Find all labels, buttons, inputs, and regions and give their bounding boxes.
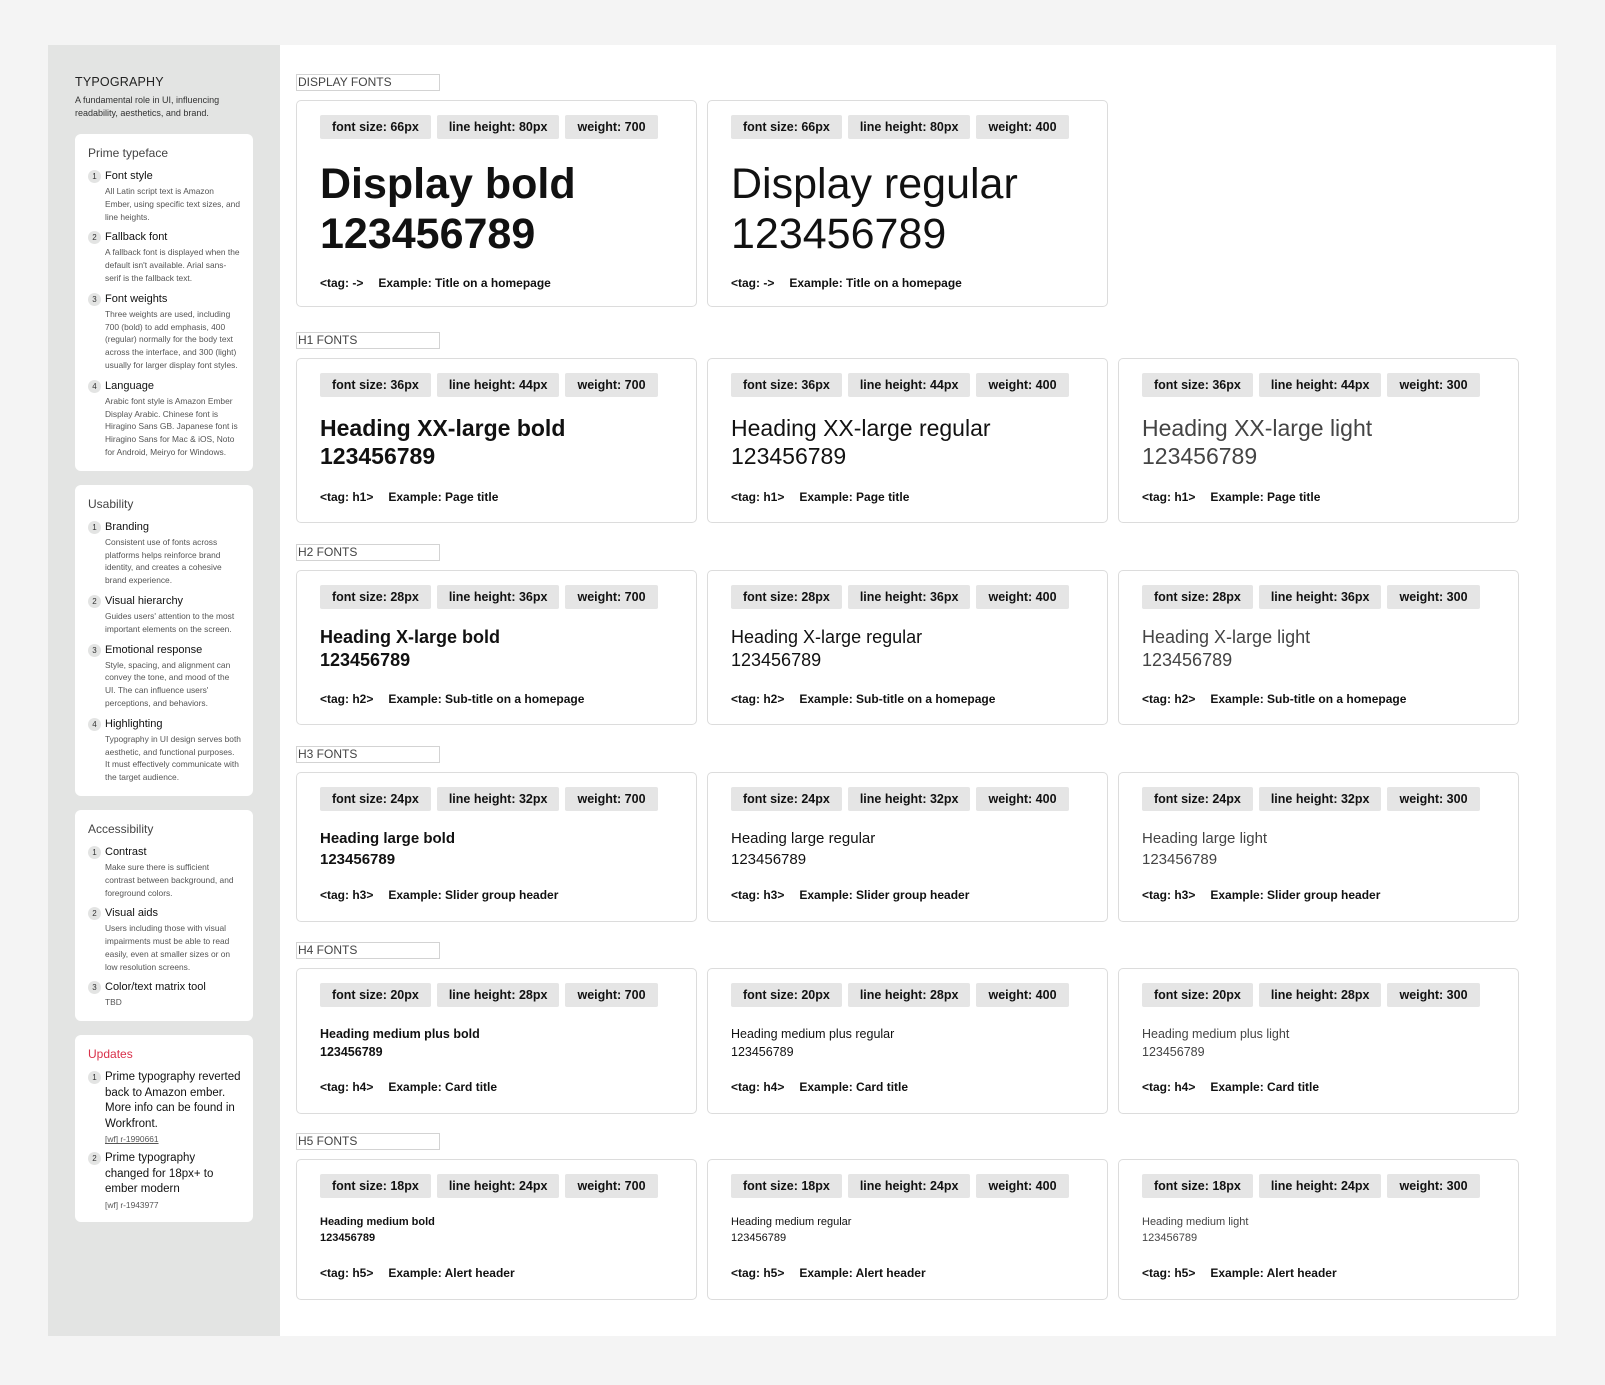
- line-height-pill: line height: 32px: [848, 787, 971, 811]
- example-label: Example: Sub-title on a homepage: [799, 692, 996, 706]
- tag-label: <tag: h3>: [320, 888, 374, 902]
- font-card-h3-regular: [707, 772, 1108, 922]
- update-text: Prime typography changed for 18px+ to ember modern: [105, 1152, 214, 1196]
- font-size-pill: font size: 28px: [1142, 585, 1253, 609]
- font-card-h4-light: [1118, 968, 1519, 1114]
- sample-name: Display regular: [731, 160, 1018, 208]
- font-card-h2-light: [1118, 570, 1519, 725]
- sample-name: Heading medium plus light: [1142, 1027, 1290, 1041]
- line-height-pill: line height: 32px: [1259, 787, 1382, 811]
- sample-digits: 123456789: [1142, 1045, 1205, 1059]
- font-size-pill: font size: 66px: [320, 115, 431, 139]
- number-badge: 4: [88, 380, 101, 393]
- sample-digits: 123456789: [731, 1045, 794, 1059]
- sample-name: Heading large light: [1142, 830, 1268, 847]
- example-label: Example: Sub-title on a homepage: [1210, 692, 1407, 706]
- number-badge: 3: [88, 644, 101, 657]
- weight-pill: weight: 700: [565, 983, 657, 1007]
- typography-page: [48, 45, 1556, 1336]
- sidebar: [48, 45, 280, 1336]
- item-description: Guides users' attention to the most important elements on the screen.: [105, 610, 235, 634]
- sample-digits: 123456789: [731, 443, 847, 469]
- number-badge: 2: [88, 231, 101, 244]
- list-item: [88, 717, 241, 784]
- number-badge: 1: [88, 521, 101, 534]
- example-label: Example: Slider group header: [388, 888, 559, 902]
- font-card-h1-light: [1118, 358, 1519, 523]
- item-description: Consistent use of fonts across platforms helps reinforce brand identity, and creates a cohesive brand experience.: [105, 536, 222, 586]
- tag-label: <tag: h1>: [320, 490, 374, 504]
- font-size-pill: font size: 18px: [1142, 1174, 1253, 1198]
- example-label: Example: Sub-title on a homepage: [388, 692, 585, 706]
- sample-name: Display bold: [320, 160, 576, 208]
- line-height-pill: line height: 80px: [848, 115, 971, 139]
- item-title: Visual aids: [105, 907, 158, 920]
- sample-name: Heading medium bold: [320, 1216, 435, 1228]
- line-height-pill: line height: 44px: [848, 373, 971, 397]
- font-size-pill: font size: 36px: [320, 373, 431, 397]
- tag-label: <tag: h1>: [731, 490, 785, 504]
- list-item: [88, 906, 241, 973]
- example-label: Example: Slider group header: [1210, 888, 1381, 902]
- sample-name: Heading medium plus regular: [731, 1027, 895, 1041]
- weight-pill: weight: 400: [976, 983, 1068, 1007]
- tag-label: <tag: h4>: [1142, 1080, 1196, 1094]
- tag-label: <tag: ->: [320, 276, 364, 290]
- panel-title: Prime typeface: [88, 146, 169, 160]
- item-title: Color/text matrix tool: [105, 981, 206, 994]
- tag-label: <tag: h5>: [1142, 1266, 1196, 1280]
- font-card-h5-light: [1118, 1159, 1519, 1300]
- tag-label: <tag: h1>: [1142, 490, 1196, 504]
- font-size-pill: font size: 28px: [320, 585, 431, 609]
- weight-pill: weight: 700: [565, 1174, 657, 1198]
- weight-pill: weight: 300: [1387, 585, 1479, 609]
- sample-name: Heading large regular: [731, 830, 876, 847]
- item-description: Make sure there is sufficient contrast between background, and foreground colors.: [105, 861, 234, 898]
- item-title: Font weights: [105, 292, 168, 305]
- line-height-pill: line height: 28px: [1259, 983, 1382, 1007]
- panel-title: Updates: [88, 1047, 133, 1062]
- sample-name: Heading medium light: [1142, 1216, 1249, 1228]
- sample-digits: 123456789: [320, 210, 536, 258]
- list-item: [88, 1151, 241, 1210]
- item-description: Style, spacing, and alignment can convey the tone, and mood of the UI. The can influence users' perceptions, and behaviors.: [105, 659, 231, 708]
- item-description: Users including those with visual impairments must be able to read easily, even at smaller sizes or on low resolution screens.: [105, 923, 231, 972]
- tag-label: <tag: h5>: [320, 1266, 374, 1280]
- weight-pill: weight: 700: [565, 787, 657, 811]
- item-description: Three weights are used, including 700 (bold) to add emphasis, 400 (regular) normally for the body text across the interface, and 300 (light) usually for larger display font styles.: [105, 308, 238, 370]
- number-badge: 3: [88, 981, 101, 994]
- font-card-h5-regular: [707, 1159, 1108, 1300]
- weight-pill: weight: 300: [1387, 983, 1479, 1007]
- sample-digits: 123456789: [1142, 1231, 1198, 1244]
- sample-digits: 123456789: [1142, 443, 1258, 469]
- tag-label: <tag: ->: [731, 276, 775, 290]
- list-item: [88, 845, 241, 899]
- tag-label: <tag: h2>: [731, 692, 785, 706]
- font-size-pill: font size: 18px: [320, 1174, 431, 1198]
- sample-digits: 123456789: [320, 1045, 383, 1059]
- panel-updates: [75, 1035, 253, 1222]
- list-item: [88, 594, 241, 636]
- panel-title: Accessibility: [88, 821, 154, 836]
- weight-pill: weight: 400: [976, 1174, 1068, 1198]
- tag-label: <tag: h4>: [731, 1080, 785, 1094]
- panel-usability: [75, 485, 253, 796]
- font-card-h5-bold: [296, 1159, 697, 1300]
- font-size-pill: font size: 24px: [320, 787, 431, 811]
- weight-pill: weight: 400: [976, 373, 1068, 397]
- sample-name: Heading medium plus bold: [320, 1027, 480, 1041]
- font-size-pill: font size: 36px: [1142, 373, 1253, 397]
- section-label-h1: H1 FONTS: [296, 332, 440, 349]
- font-size-pill: font size: 36px: [731, 373, 842, 397]
- line-height-pill: line height: 36px: [437, 585, 560, 609]
- list-item: [88, 292, 241, 372]
- font-card-h3-bold: [296, 772, 697, 922]
- sample-name: Heading X-large bold: [320, 627, 501, 647]
- font-size-pill: font size: 66px: [731, 115, 842, 139]
- sample-name: Heading X-large light: [1142, 627, 1311, 647]
- weight-pill: weight: 700: [565, 585, 657, 609]
- item-description: Typography in UI design serves both aesthetic, and functional purposes. It must effectively communicate with the target audience.: [105, 733, 241, 783]
- item-title: Language: [105, 379, 154, 392]
- list-item: [88, 520, 241, 587]
- sample-digits: 123456789: [731, 650, 822, 670]
- font-size-pill: font size: 20px: [731, 983, 842, 1007]
- item-title: Branding: [105, 520, 150, 533]
- line-height-pill: line height: 28px: [848, 983, 971, 1007]
- example-label: Example: Title on a homepage: [789, 276, 962, 290]
- item-description: Arabic font style is Amazon Ember Display Arabic. Chinese font is Hiragino Sans GB. Japanese font is Hiragino Sans for Mac & iOS, Noto for Android, Meiryo for Windows.: [105, 395, 238, 457]
- item-title: Highlighting: [105, 717, 163, 730]
- item-description: All Latin script text is Amazon Ember, using specific text sizes, and line heights.: [105, 186, 240, 222]
- list-item: [88, 230, 241, 284]
- weight-pill: weight: 400: [976, 787, 1068, 811]
- line-height-pill: line height: 36px: [848, 585, 971, 609]
- workfront-reference: [wf] r-1943977: [105, 1199, 159, 1210]
- font-card-h3-light: [1118, 772, 1519, 922]
- line-height-pill: line height: 44px: [437, 373, 560, 397]
- number-badge: 2: [88, 1152, 101, 1165]
- weight-pill: weight: 300: [1387, 1174, 1479, 1198]
- tag-label: <tag: h5>: [731, 1266, 785, 1280]
- tag-label: <tag: h2>: [1142, 692, 1196, 706]
- example-label: Example: Alert header: [799, 1266, 926, 1280]
- tag-label: <tag: h3>: [731, 888, 785, 902]
- weight-pill: weight: 700: [565, 373, 657, 397]
- line-height-pill: line height: 24px: [848, 1174, 971, 1198]
- panel-prime-typeface: [75, 134, 253, 471]
- number-badge: 4: [88, 718, 101, 731]
- weight-pill: weight: 400: [976, 115, 1068, 139]
- list-item: [88, 980, 241, 1009]
- example-label: Example: Card title: [388, 1080, 498, 1094]
- sample-digits: 123456789: [731, 210, 947, 258]
- line-height-pill: line height: 24px: [437, 1174, 560, 1198]
- font-size-pill: font size: 18px: [731, 1174, 842, 1198]
- example-label: Example: Page title: [799, 490, 910, 504]
- sample-name: Heading XX-large bold: [320, 415, 566, 441]
- weight-pill: weight: 300: [1387, 373, 1479, 397]
- weight-pill: weight: 400: [976, 585, 1068, 609]
- font-card-h1-bold: [296, 358, 697, 523]
- item-title: Visual hierarchy: [105, 594, 184, 607]
- sample-digits: 123456789: [1142, 850, 1218, 868]
- font-card-h2-regular: [707, 570, 1108, 725]
- panel-accessibility: [75, 810, 253, 1021]
- workfront-link[interactable]: [wf] r-1990661: [105, 1134, 159, 1145]
- sidebar-title: TYPOGRAPHY: [75, 75, 164, 89]
- font-size-pill: font size: 28px: [731, 585, 842, 609]
- item-title: Fallback font: [105, 231, 168, 244]
- number-badge: 1: [88, 846, 101, 859]
- item-title: Contrast: [105, 845, 147, 858]
- sample-digits: 123456789: [320, 1231, 376, 1244]
- font-card-display-bold: [296, 100, 697, 307]
- update-text: Prime typography reverted back to Amazon ember. More info can be found in Workfront.: [105, 1071, 241, 1130]
- example-label: Example: Card title: [1210, 1080, 1320, 1094]
- tag-label: <tag: h2>: [320, 692, 374, 706]
- line-height-pill: line height: 24px: [1259, 1174, 1382, 1198]
- font-size-pill: font size: 20px: [320, 983, 431, 1007]
- font-size-pill: font size: 20px: [1142, 983, 1253, 1007]
- number-badge: 1: [88, 170, 101, 183]
- line-height-pill: line height: 32px: [437, 787, 560, 811]
- font-size-pill: font size: 24px: [1142, 787, 1253, 811]
- number-badge: 2: [88, 907, 101, 920]
- list-item: [88, 643, 241, 710]
- font-card-h2-bold: [296, 570, 697, 725]
- example-label: Example: Card title: [799, 1080, 909, 1094]
- font-size-pill: font size: 24px: [731, 787, 842, 811]
- example-label: Example: Alert header: [1210, 1266, 1337, 1280]
- sample-name: Heading large bold: [320, 830, 456, 847]
- example-label: Example: Page title: [388, 490, 499, 504]
- example-label: Example: Slider group header: [799, 888, 970, 902]
- section-label-h2: H2 FONTS: [296, 544, 440, 561]
- example-label: Example: Alert header: [388, 1266, 515, 1280]
- item-description: A fallback font is displayed when the default isn't available. Arial sans-serif is the fallback text.: [105, 247, 240, 283]
- sample-digits: 123456789: [320, 650, 411, 670]
- sample-digits: 123456789: [320, 850, 396, 868]
- number-badge: 1: [88, 1071, 101, 1084]
- sample-name: Heading XX-large light: [1142, 415, 1373, 441]
- panel-title: Usability: [88, 496, 134, 511]
- sample-digits: 123456789: [731, 1231, 787, 1244]
- section-label-h3: H3 FONTS: [296, 746, 440, 763]
- number-badge: 2: [88, 595, 101, 608]
- sample-digits: 123456789: [731, 850, 807, 868]
- sample-name: Heading X-large regular: [731, 627, 923, 647]
- sample-digits: 123456789: [1142, 650, 1233, 670]
- section-label-h5: H5 FONTS: [296, 1133, 440, 1150]
- number-badge: 3: [88, 293, 101, 306]
- example-label: Example: Title on a homepage: [378, 276, 551, 290]
- font-card-h4-bold: [296, 968, 697, 1114]
- sample-name: Heading XX-large regular: [731, 415, 991, 441]
- weight-pill: weight: 700: [565, 115, 657, 139]
- font-card-h1-regular: [707, 358, 1108, 523]
- list-item: [88, 169, 241, 223]
- item-description: TBD: [105, 997, 122, 1008]
- line-height-pill: line height: 28px: [437, 983, 560, 1007]
- item-title: Font style: [105, 170, 153, 182]
- section-label-display: DISPLAY FONTS: [296, 74, 440, 91]
- sidebar-description: A fundamental role in UI, influencing readability, aesthetics, and brand.: [75, 95, 220, 118]
- line-height-pill: line height: 36px: [1259, 585, 1382, 609]
- sample-digits: 123456789: [320, 443, 436, 469]
- item-title: Emotional response: [105, 643, 203, 656]
- example-label: Example: Page title: [1210, 490, 1321, 504]
- sample-name: Heading medium regular: [731, 1216, 852, 1228]
- list-item: [88, 1070, 241, 1144]
- font-card-h4-regular: [707, 968, 1108, 1114]
- section-label-h4: H4 FONTS: [296, 942, 440, 959]
- line-height-pill: line height: 80px: [437, 115, 560, 139]
- line-height-pill: line height: 44px: [1259, 373, 1382, 397]
- font-card-display-regular: [707, 100, 1108, 307]
- list-item: [88, 379, 241, 459]
- tag-label: <tag: h4>: [320, 1080, 374, 1094]
- tag-label: <tag: h3>: [1142, 888, 1196, 902]
- weight-pill: weight: 300: [1387, 787, 1479, 811]
